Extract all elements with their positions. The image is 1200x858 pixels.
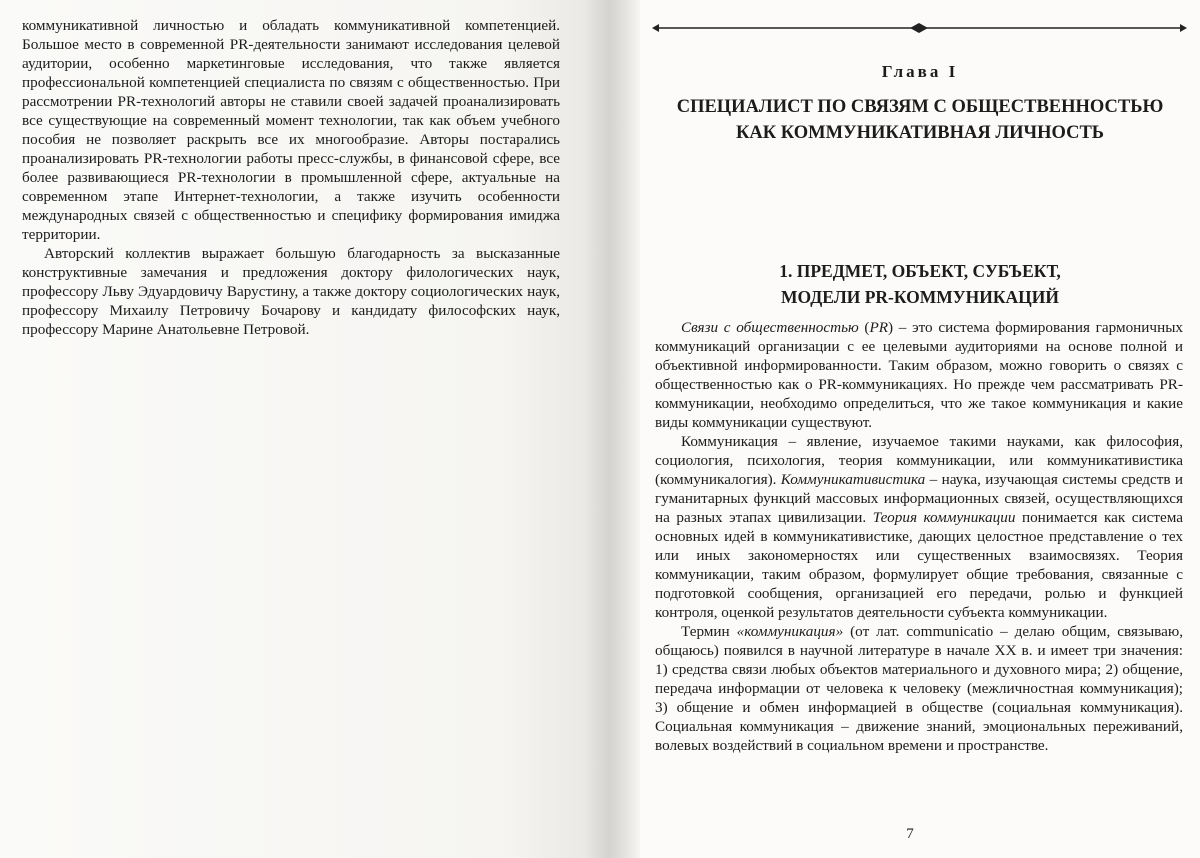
term-communicativistics: Коммуникативистика xyxy=(780,471,926,488)
right-paragraph-3 xyxy=(655,622,1183,755)
paragraph-text: (от лат. communicatio – делаю общим, связываю, общаюсь) появился в научной литературе в начале XX в. и имеет три значения: 1) средства связи любых объектов материального и духовного мира; 2) общение, передача информации от человека к человеку (межличностная коммуникация); 3) общение и обмен информацией в обществе (социальная коммуникация). Социальная коммуникация – движение знаний, эмоциональных переживаний, волевых воздействий в социальном времени и пространстве. xyxy=(655,623,1184,754)
term-communication: «коммуникация» xyxy=(736,623,844,640)
book-gutter xyxy=(588,0,640,858)
term-communication-theory: Теория коммуникации xyxy=(872,509,1016,526)
section-title-line-2: МОДЕЛИ PR-КОММУНИКАЦИЙ xyxy=(780,287,1060,307)
paragraph-text: ) – это система формирования гармоничных коммуникаций организации с ее целевыми аудиториями на основе полной и объективной информированности. Таким образом, можно говорить о связях с общественностью как о PR-коммуникациях. Но прежде чем рассматривать PR-коммуникации, необходимо определиться, что же такое коммуникация и какие виды коммуникации существуют. xyxy=(655,319,1183,431)
term-pr: Связи с общественностью xyxy=(681,319,859,336)
paragraph-text: Термин xyxy=(681,623,737,640)
section-title xyxy=(650,258,1190,310)
paragraph-text: – наука, изучающая системы средств и гуманитарных функций массовых информационных связей, осуществляющихся на разных этапах цивилизации. xyxy=(655,471,1183,526)
left-paragraph-1: коммуникативной личностью и обладать коммуникативной компетенцией. Большое место в современной PR-деятельности занимают исследования целевой аудитории, особенно маркетинговые исследования, что также является профессиональной компетенцией специалиста по связям с общественностью. При рассмотрении PR-технологий авторы не ставили своей задачей проанализировать все существующие на современный момент технологии, так как объем учебного пособия не позволяет раскрыть все их многообразие. Авторы постарались проанализировать PR-технологии работы пресс-службы, в финансовой сфере, все более развивающиеся PR-технологии в промышленной сфере, актуальные на современном этапе Интернет-технологии, а также изучить особенности международных связей с общественностью и специфику формирования имиджа территории. xyxy=(22,17,560,243)
right-paragraph-1 xyxy=(655,318,1183,432)
right-page-body xyxy=(655,318,1183,755)
left-page xyxy=(0,0,590,858)
paragraph-text: Коммуникация – явление, изучаемое такими науками, как философия, социология, психология, теория коммуникации, или коммуникативистика (коммуникалогия). xyxy=(655,433,1183,488)
chapter-title-line-1: СПЕЦИАЛИСТ ПО СВЯЗЯМ С ОБЩЕСТВЕННОСТЬЮ xyxy=(676,97,1164,117)
right-paragraph-2 xyxy=(655,432,1183,622)
paren-open: ( xyxy=(858,319,870,336)
left-paragraph-2: Авторский коллектив выражает большую благодарность за высказанные конструктивные замечания и предложения доктору филологических наук, профессору Льву Эдуардовичу Варустину, а также доктору социологических наук, профессору Михаилу Петровичу Бочарову и кандидату философских наук, профессору Марине Анатольевне Петровой. xyxy=(22,245,560,338)
ornamental-rule xyxy=(652,22,1187,34)
paragraph-text: понимается как система основных идей в коммуникативистике, дающих целостное представление о тех или иных закономерностях или существенных взаимосвязях. Теория коммуникации, таким образом, формулирует общие требования, связанные с подготовкой сообщения, организацией его передачи, ролью и функцией контроля, оценкой результатов деятельности субъекта коммуникации. xyxy=(655,509,1183,621)
chapter-title xyxy=(650,94,1190,146)
chapter-title-line-2: КАК КОММУНИКАТИВНАЯ ЛИЧНОСТЬ xyxy=(735,123,1105,143)
chapter-label: Глава I xyxy=(881,62,959,81)
section-title-line-1: 1. ПРЕДМЕТ, ОБЪЕКТ, СУБЪЕКТ, xyxy=(779,261,1061,281)
page-number: 7 xyxy=(906,826,914,842)
left-page-body xyxy=(22,16,560,339)
abbr-pr: PR xyxy=(869,319,889,336)
